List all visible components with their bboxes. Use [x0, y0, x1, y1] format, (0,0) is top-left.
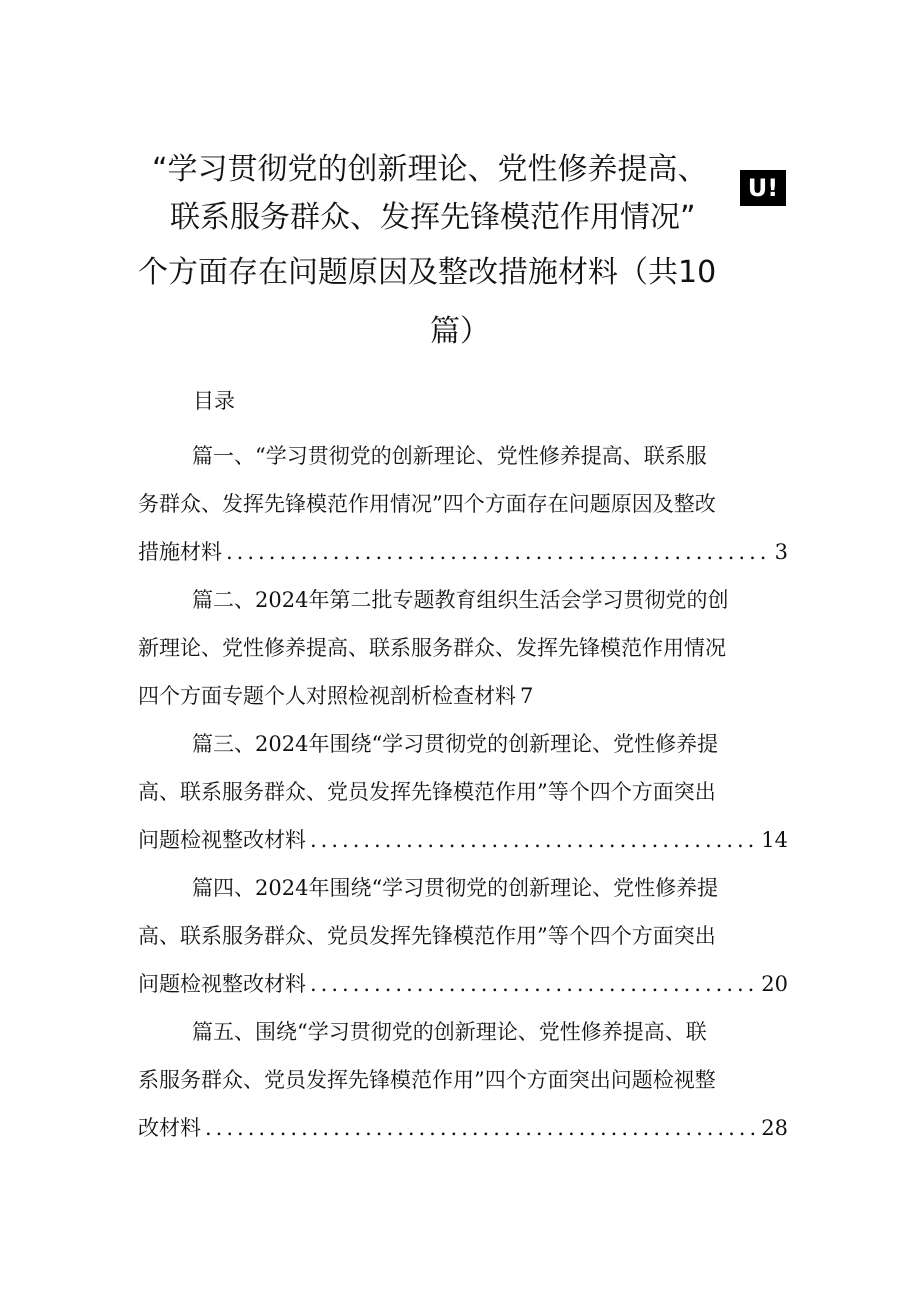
toc-leader-dots	[205, 1104, 757, 1152]
toc-entry-5[interactable]	[138, 1008, 788, 1152]
toc-page-number: 20	[761, 972, 788, 996]
toc-entry-text: 篇一、“学习贯彻党的创新理论、党性修养提高、联系服	[192, 444, 707, 468]
title-line-3: 个方面存在问题原因及整改措施材料（共10	[138, 255, 717, 290]
toc-leader-dots	[226, 528, 771, 576]
toc-page-number: 3	[774, 540, 788, 564]
toc-entry-4[interactable]	[138, 864, 788, 1008]
toc-entry-3[interactable]	[138, 720, 788, 864]
toc-entry-text: 四个方面专题个人对照检视剖析检查材料	[138, 684, 516, 708]
toc-entry-2[interactable]	[138, 576, 788, 720]
toc-page-number: 28	[761, 1116, 788, 1140]
toc-entry-text: 问题检视整改材料	[138, 972, 306, 996]
toc-entry-text: 篇二、2024年第二批专题教育组织生活会学习贯彻党的创	[192, 588, 729, 612]
toc-entry-1[interactable]	[138, 432, 788, 576]
toc-entry-text: 篇三、2024年围绕“学习贯彻党的创新理论、党性修养提	[192, 732, 719, 756]
title-line-2: 联系服务群众、发挥先锋模范作用情况”	[170, 200, 696, 235]
toc-entry-text: 篇四、2024年围绕“学习贯彻党的创新理论、党性修养提	[192, 876, 719, 900]
toc-entry-text: 高、联系服务群众、党员发挥先锋模范作用”等个四个方面突出	[138, 780, 716, 804]
title-badge: U!	[740, 170, 786, 206]
toc-entry-text: 高、联系服务群众、党员发挥先锋模范作用”等个四个方面突出	[138, 924, 716, 948]
toc-entry-text: 新理论、党性修养提高、联系服务群众、发挥先锋模范作用情况	[138, 636, 726, 660]
title-line-4: 篇）	[430, 314, 490, 349]
table-of-contents	[138, 432, 788, 1152]
title-line-1: “学习贯彻党的创新理论、党性修养提高、	[152, 152, 708, 187]
toc-entry-text: 系服务群众、党员发挥先锋模范作用”四个方面突出问题检视整	[138, 1068, 716, 1092]
toc-leader-dots	[310, 960, 757, 1008]
toc-entry-text: 措施材料	[138, 540, 222, 564]
toc-entry-text: 改材料	[138, 1116, 201, 1140]
toc-leader-dots	[310, 816, 757, 864]
toc-entry-text: 问题检视整改材料	[138, 828, 306, 852]
toc-page-number: 14	[761, 828, 788, 852]
toc-heading: 目录	[193, 389, 235, 413]
toc-page-number: 7	[520, 684, 534, 708]
toc-entry-text: 篇五、围绕“学习贯彻党的创新理论、党性修养提高、联	[192, 1020, 707, 1044]
toc-entry-text: 务群众、发挥先锋模范作用情况”四个方面存在问题原因及整改	[138, 492, 716, 516]
